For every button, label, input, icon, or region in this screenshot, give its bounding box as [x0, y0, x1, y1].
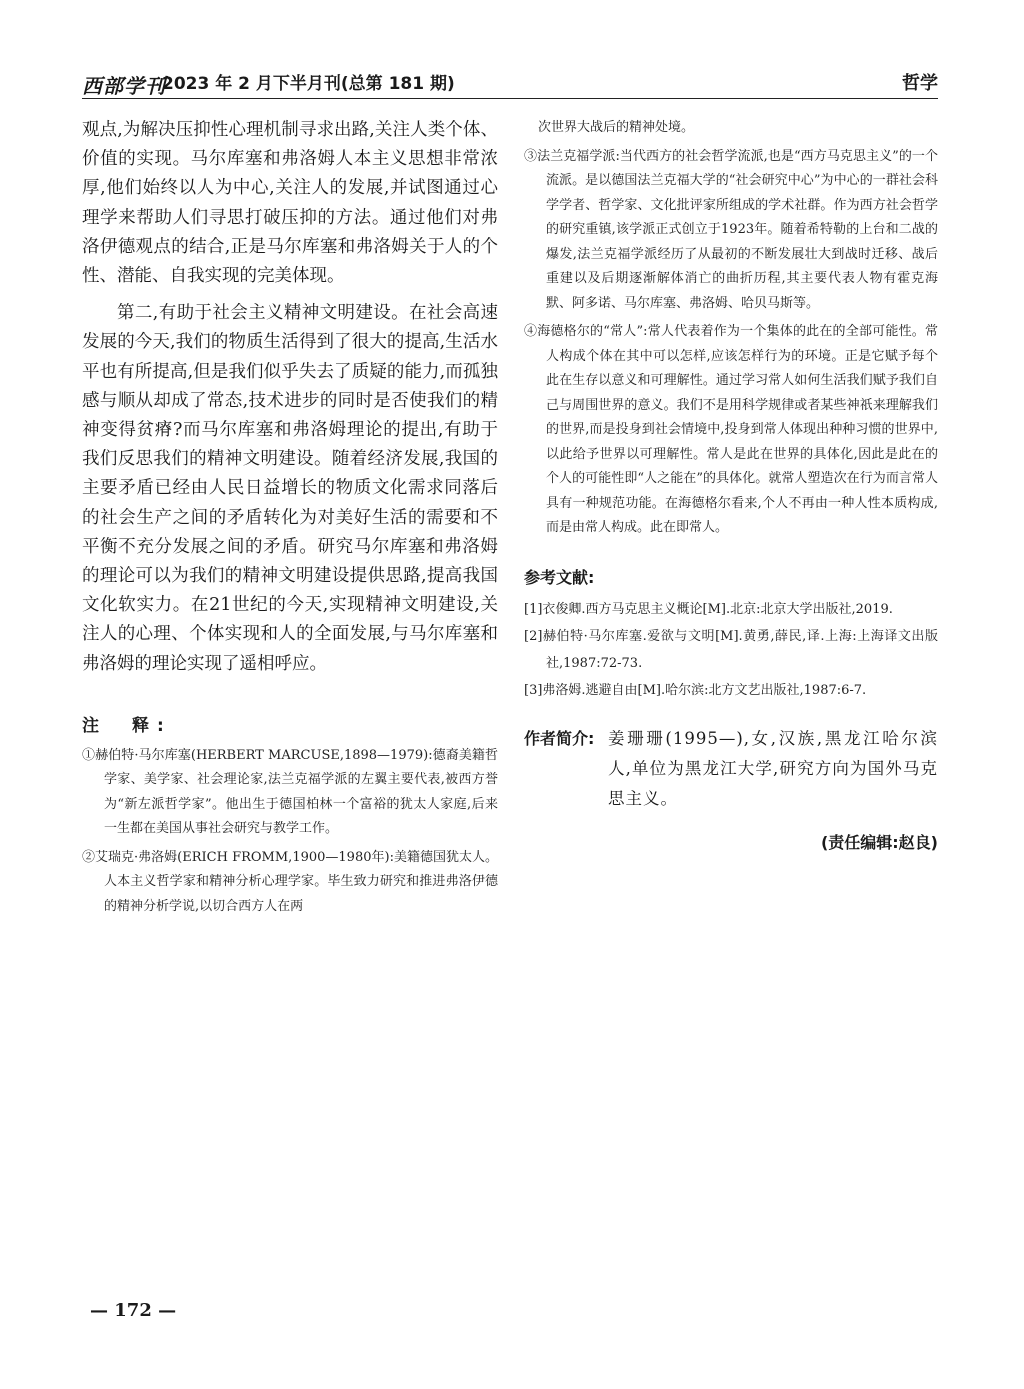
author-bio: [524, 724, 938, 814]
responsible-editor: (责任编辑:赵良): [820, 833, 938, 852]
header-rule: [82, 98, 938, 99]
page-number: — 172 —: [90, 1300, 177, 1321]
issue-info: 2023 年 2 月下半月刊(总第 181 期): [162, 74, 455, 94]
body-paragraph-2: 第二,有助于社会主义精神文明建设。在社会高速发展的今天,我们的物质生活得到了很大的提高,生活水平也有所提高,但是我们似乎失去了质疑的能力,而孤独感与顺从却成了常态,技术进步的同时是否使我们的精神变得贫瘠?而马尔库塞和弗洛姆理论的提出,有助于我们反思我们的精神文明建设。随着经济发展,我国的主要矛盾已经由人民日益增长的物质文化需求同落后的社会生产之间的矛盾转化为对美好生活的需要和不平衡不充分发展之间的矛盾。研究马尔库塞和弗洛姆的理论可以为我们的精神文明建设提供思路,提高我国文化软实力。在21世纪的今天,实现精神文明建设,关注人的心理、个体实现和人的全面发展,与马尔库塞和弗洛姆的理论实现了遥相呼应。: [82, 303, 498, 674]
note-2: ②艾瑞克·弗洛姆(ERICH FROMM,1900—1980年):美籍德国犹太人。人本主义哲学家和精神分析心理学家。毕生致力研究和推进弗洛伊德的精神分析学说,以切合西方人在两: [82, 849, 498, 914]
author-bio-label: 作者简介:: [524, 728, 595, 748]
section-label: 哲学: [902, 73, 938, 94]
journal-logo: 西部学刊: [82, 74, 166, 98]
note-3: ③法兰克福学派:当代西方的社会哲学流派,也是“西方马克思主义”的一个流派。是以德国法兰克福大学的“社会研究中心”为中心的一群社会科学学者、哲学家、文化批评家所组成的学术社群。作为西方社会哲学的研究重镇,该学派正式创立于1923年。随着希特勒的上台和二战的爆发,法兰克福学派经历了从最初的不断发展壮大到战时迁移、战后重建以及后期逐渐解体消亡的曲折历程,其主要代表人物有霍克海默、阿多诺、马尔库塞、弗洛姆、哈贝马斯等。: [524, 148, 938, 311]
notes-heading: 注 释:: [82, 715, 172, 736]
body-paragraph-1: 观点,为解决压抑性心理机制寻求出路,关注人类个体、价值的实现。马尔库塞和弗洛姆人本主义思想非常浓厚,他们始终以人为中心,关注人的发展,并试图通过心理学来帮助人们寻思打破压抑的方法。通过他们对弗洛伊德观点的结合,正是马尔库塞和弗洛姆关于人的个性、潜能、自我实现的完美体现。: [82, 120, 498, 287]
note-1: ①赫伯特·马尔库塞(HERBERT MARCUSE,1898—1979):德裔美籍哲学家、美学家、社会理论家,法兰克福学派的左翼主要代表,被西方誉为“新左派哲学家”。他出生于德国柏林一个富裕的犹太人家庭,后来一生都在美国从事社会研究与教学工作。: [82, 747, 498, 837]
reference-2: [2]赫伯特·马尔库塞.爱欲与文明[M].黄勇,薛民,译.上海:上海译文出版社,1987:72-73.: [524, 628, 938, 671]
left-column: [82, 116, 498, 923]
author-bio-text: 姜珊珊(1995—),女,汉族,黑龙江哈尔滨人,单位为黑龙江大学,研究方向为国外马克思主义。: [608, 728, 938, 808]
reference-3: [3]弗洛姆.逃避自由[M].哈尔滨:北方文艺出版社,1987:6-7.: [524, 682, 867, 698]
note-4: ④海德格尔的“常人”:常人代表着作为一个集体的此在的全部可能性。常人构成个体在其中可以怎样,应该怎样行为的环境。正是它赋予每个此在生存以意义和可理解性。通过学习常人如何生活我们赋予我们自己与周围世界的意义。我们不是用科学规律或者某些神祇来理解我们的世界,而是投身到社会情境中,投身到常人体现出种种习惯的世界中,以此给予世界以可理解性。常人是此在世界的具体化,因此是此在的个人的可能性即“人之能在”的具体化。就常人塑造次在行为而言常人具有一种规范功能。在海德格尔看来,个人不再由一种人性本质构成,而是由常人构成。此在即常人。: [524, 324, 938, 535]
references-heading: 参考文献:: [524, 567, 595, 587]
reference-1: [1]衣俊卿.西方马克思主义概论[M].北京:北京大学出版社,2019.: [524, 601, 893, 617]
running-header: [82, 70, 938, 98]
right-column: [524, 116, 938, 853]
note-2-continued: 次世界大战后的精神处境。: [538, 120, 695, 135]
